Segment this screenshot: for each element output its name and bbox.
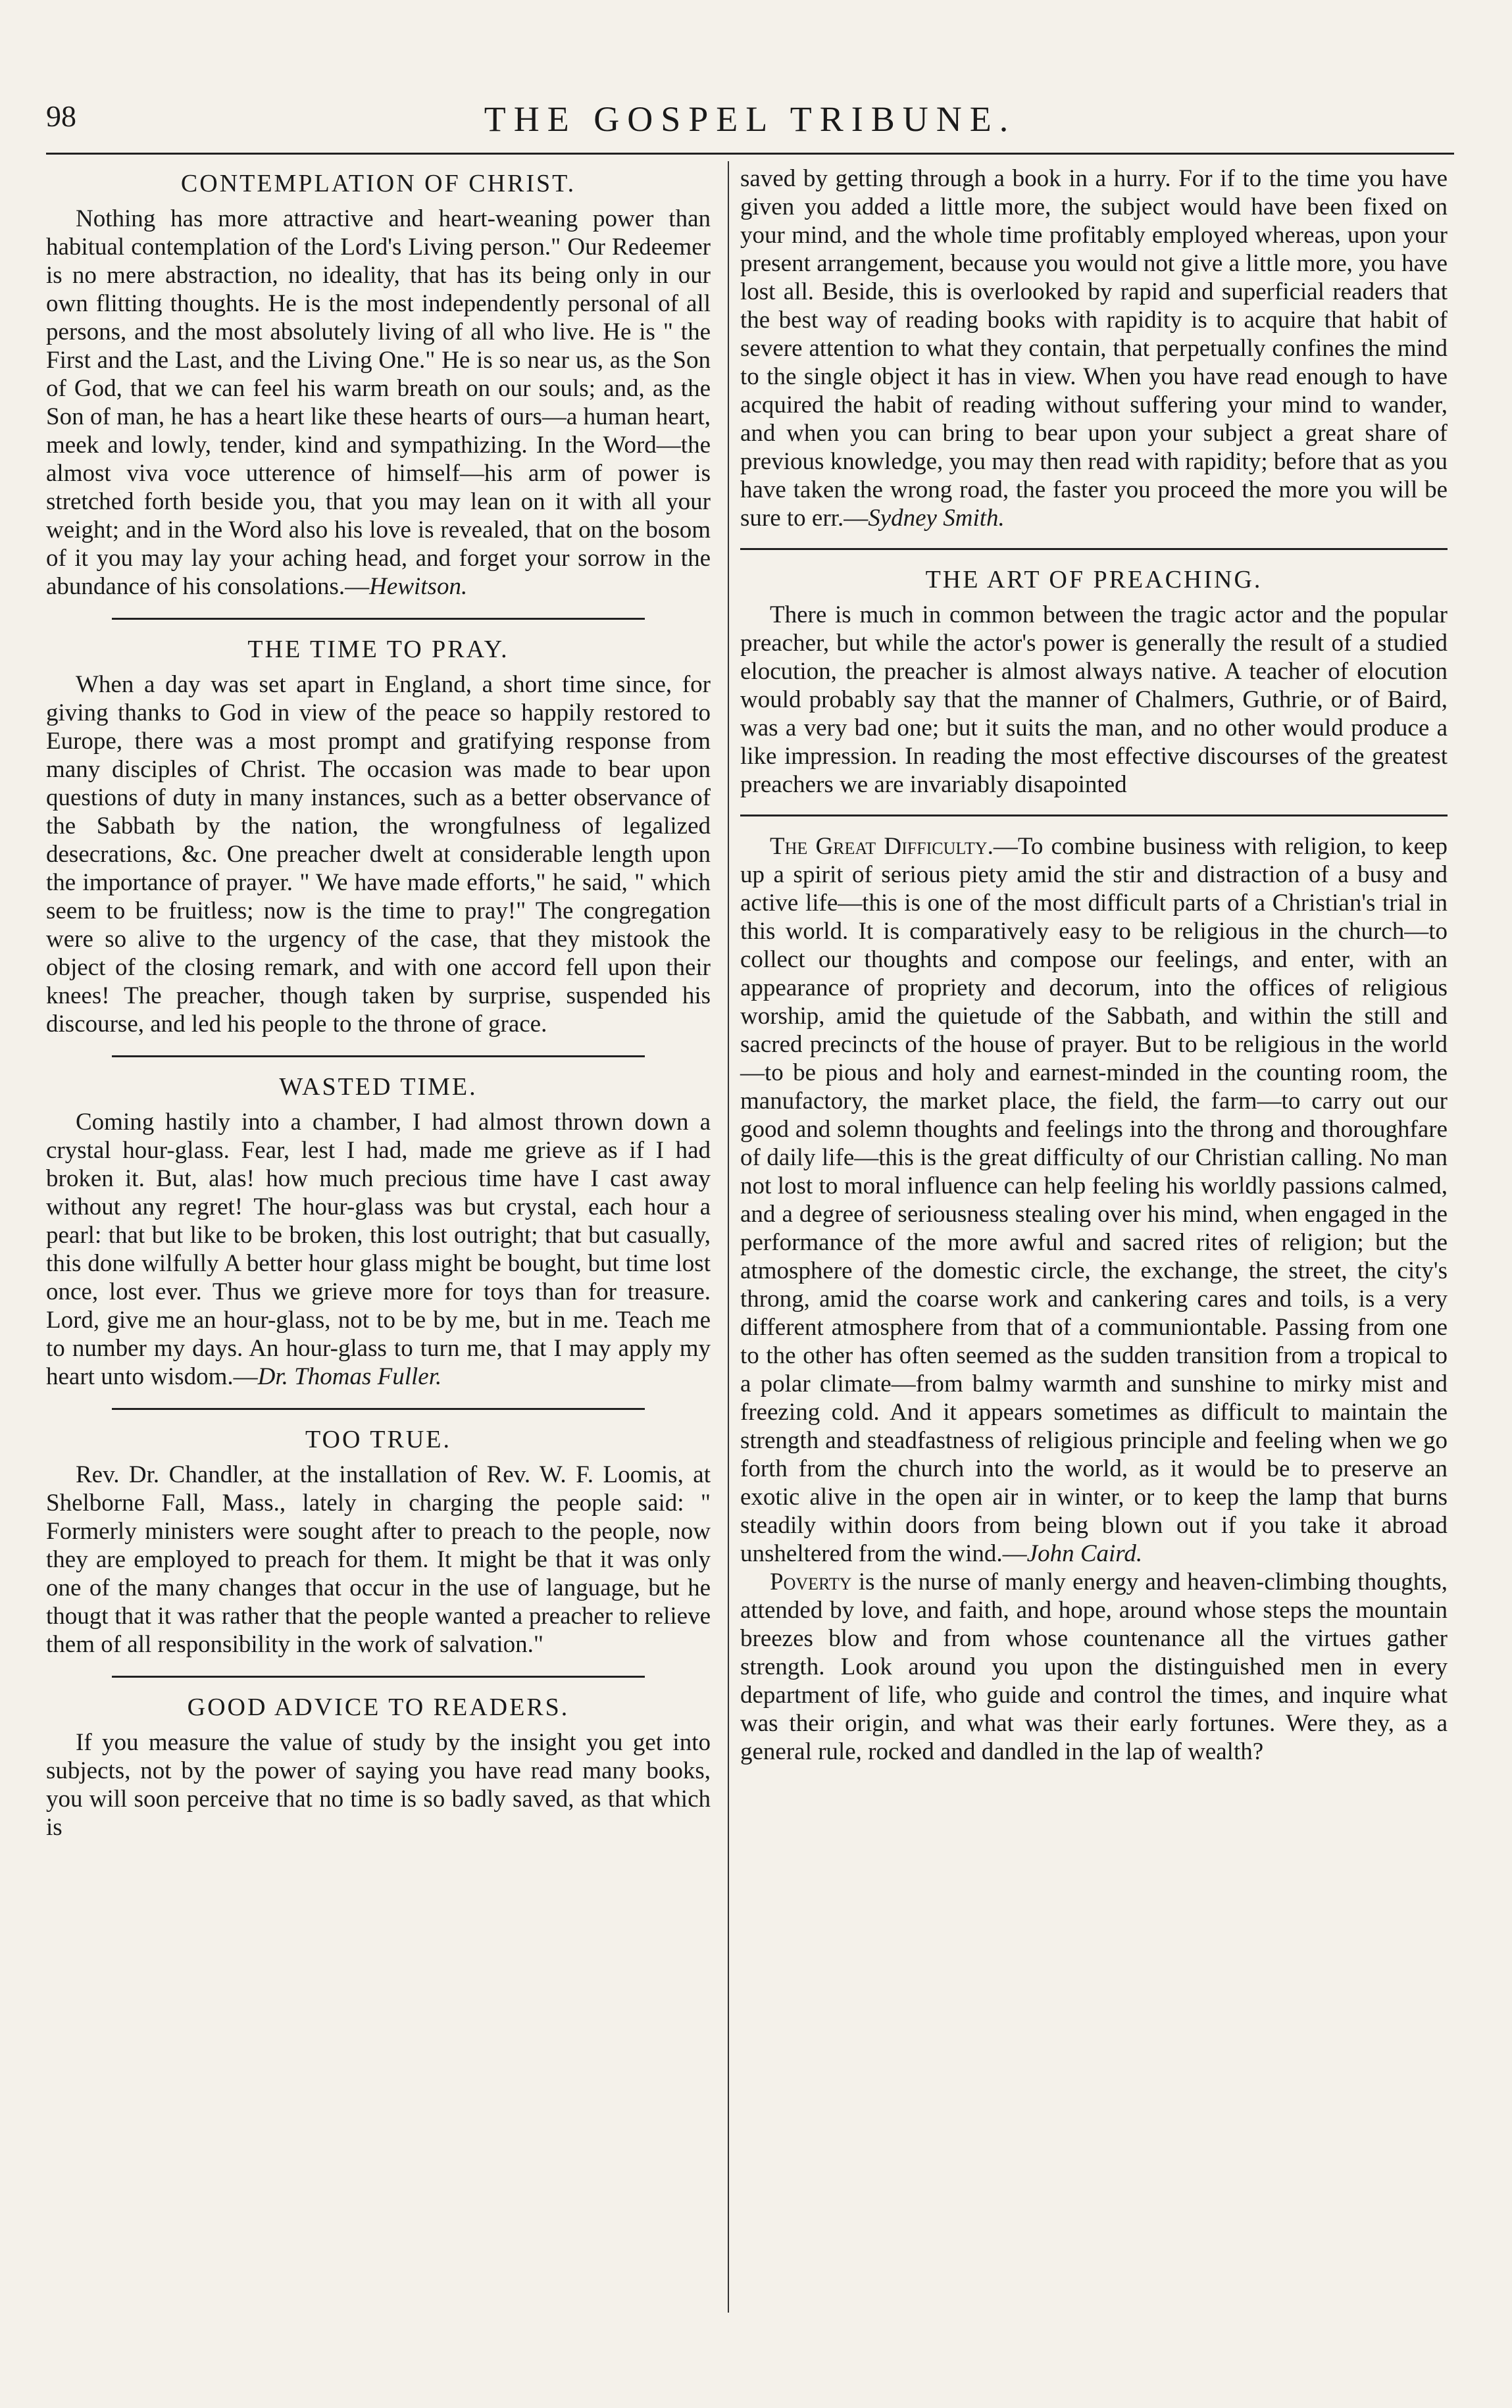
- section-divider: [112, 1408, 645, 1410]
- section-title-wasted-time: WASTED TIME.: [279, 1073, 478, 1101]
- article-body-great-difficulty: The Great Difficulty.—To combine business with religion, to keep up a spirit of serious piety amid the stir and distraction of a busy and active life—this is one of the most difficult parts of a Christian's trial in this world. It is comparatively easy to be religious in the church—to collect our thoughts and compose our feelings, and enter, with an appearance of propriety and decorum, into the offices of religious worship, amid the quietude of the Sabbath, and within the still and sacred precincts of the house of prayer. But to be religious in the world—to be pious and holy and earnest-minded in the counting room, the manufactory, the market place, the field, the farm—to carry out our good and solemn thoughts and feelings into the throng and thoroughfare of daily life—this is the great difficulty of our Christian calling. No man not lost to moral influence can help feeling his worldly passions calmed, and a degree of seriousness stealing over his mind, when engaged in the performance of the more awful and sacred rites of religion; but the atmosphere of the domestic circle, the exchange, the street, the city's throng, amid the coarse work and cankering cares and toils, is a very different atmosphere from that of a communiontable. Passing from one to the other has often seemed as the sudden transition from a tropical to a polar climate—from balmy warmth and sunshine to mirky mist and freezing cold. And it appears sometimes as difficult to maintain the strength and steadfastness of religious principle and feeling when we go forth from the church into the world, as it would be to preserve an exotic alive in the open air in winter, or to keep the lamp that burns steadily within doors from being blown out if you take it abroad unsheltered from the wind.—John Caird.: [740, 833, 1448, 1567]
- section-divider: [740, 815, 1448, 816]
- article-body-time-to-pray: When a day was set apart in England, a short time since, for giving thanks to God in view of the peace so happily restored to Europe, there was a most prompt and gratifying response from many disciples of Christ. The occasion was made to bear upon questions of duty in many instances, such as a better observance of the Sabbath by the nation, the wrongfulness of legalized desecrations, &c. One preacher dwelt at considerable length upon the importance of prayer. " We have made efforts," he said, " which seem to be fruitless; now is the time to pray!" The congregation were so alive to the urgency of the case, that they mistook the object of the closing remark, and with one accord fell upon their knees! The preacher, though taken by surprise, suspended his discourse, and led his people to the throne of grace.: [46, 671, 711, 1038]
- lead-great-difficulty: The Great Difficulty.: [770, 833, 994, 860]
- section-divider: [112, 1676, 645, 1678]
- article-body-poverty: Poverty is the nurse of manly energy and heaven-climbing thoughts, attended by love, and faith, and hope, around whose steps the mountain breezes blow and from whose countenance all the virtues gather strength. Look around you upon the distinguished men in every department of life, who guide and control the times, and inquire what was their origin, and what was their early fortunes. Were they, as a general rule, rocked and dandled in the lap of wealth?: [740, 1568, 1448, 1765]
- section-divider: [112, 618, 645, 620]
- lead-poverty: Poverty: [770, 1568, 852, 1595]
- newspaper-title: THE GOSPEL TRIBUNE.: [484, 99, 1017, 139]
- left-column: [46, 164, 711, 1842]
- section-divider: [740, 548, 1448, 550]
- page-number: 98: [46, 99, 76, 133]
- page-header: [46, 99, 1454, 151]
- section-title-time-to-pray: THE TIME TO PRAY.: [247, 636, 509, 663]
- header-rule: [46, 153, 1454, 155]
- article-body-good-advice: If you measure the value of study by the insight you get into subjects, not by the power of saying you have read many books, you will soon perceive that no time is so badly saved, as that which is: [46, 1729, 711, 1841]
- attribution-hewitson: Hewitson.: [369, 573, 468, 600]
- article-body-contemplation: Nothing has more attractive and heart-weaning power than habitual contemplation of the Lord's Living person." Our Redeemer is no mere abstraction, no ideality, that has its being only in our own flitting thoughts. He is the most independently personal of all persons, and the most absolutely living of all who live. He is " the First and the Last, and the Living One." He is so near us, as the Son of God, that we can feel his warm breath on our souls; and, as the Son of man, he has a heart like these hearts of ours—a human heart, meek and lowly, tender, kind and sympathizing. In the Word—the almost viva voce utterence of himself—his arm of power is stretched forth beside you, that you may lean on it with all your weight; and in the Word also his love is revealed, that on the bosom of it you may lay your aching head, and forget your sorrow in the abundance of his consolations.—Hewitson.: [46, 205, 711, 600]
- attribution-sydney-smith: Sydney Smith.: [868, 505, 1005, 532]
- article-body-wasted-time: Coming hastily into a chamber, I had almost thrown down a crystal hour-glass. Fear, lest I had, made me grieve as if I had broken it. But, alas! how much precious time have I cast away without any regret! The hour-glass was but crystal, each hour a pearl: that but like to be broken, this lost outright; that but casually, this done wilfully A better hour glass might be bought, but time lost once, lost ever. Thus we grieve more for toys than for treasure. Lord, give me an hour-glass, not to be by me, but in me. Teach me to number my days. An hour-glass to turn me, that I may apply my heart unto wisdom.—Dr. Thomas Fuller.: [46, 1109, 711, 1390]
- article-body-art-of-preaching: There is much in common between the tragic actor and the popular preacher, but while the actor's power is generally the result of a studied elocution, the preacher is almost always native. A teacher of elocution would probably say that the manner of Chalmers, Guthrie, or of Baird, was a very bad one; but it suits the man, and no other would produce a like impression. In reading the most effective discourses of the greatest preachers we are invariably disapointed: [740, 601, 1448, 798]
- section-title-contemplation: CONTEMPLATION OF CHRIST.: [180, 170, 576, 197]
- section-title-too-true: TOO TRUE.: [305, 1426, 451, 1453]
- section-title-art-of-preaching: THE ART OF PREACHING.: [925, 566, 1263, 593]
- article-body-good-advice-continued: saved by getting through a book in a hurry. For if to the time you have given you added a little more, the subject would have been fixed on your mind, and the whole time profitably employed whereas, upon your present arrangement, because you would not give a little more, you have lost all. Beside, this is overlooked by rapid and superficial readers that the best way of reading books with rapidity is to acquire that habit of severe attention to what they contain, that perpetually confines the mind to the single object it has in view. When you have read enough to have acquired the habit of reading without suffering your mind to wander, and when you can bring to bear upon your subject a great share of previous knowledge, you may then read with rapidity; before that as you have taken the wrong road, the faster you proceed the more you will be sure to err.—Sydney Smith.: [740, 165, 1448, 532]
- section-divider: [112, 1055, 645, 1057]
- section-title-good-advice: GOOD ADVICE TO READERS.: [187, 1693, 570, 1721]
- article-body-too-true: Rev. Dr. Chandler, at the installation of Rev. W. F. Loomis, at Shelborne Fall, Mass., lately in charging the people said: " Formerly ministers were sought after to preach to the people, now they are employed to preach for them. It might be that it was only one of the many changes that occur in the use of language, but he thougt that it was rather that the people wanted a preacher to relieve them of all responsibility in the work of salvation.": [46, 1461, 711, 1658]
- column-divider: [728, 161, 729, 2313]
- attribution-caird: John Caird.: [1026, 1540, 1143, 1567]
- right-column: [740, 164, 1448, 1766]
- attribution-fuller: Dr. Thomas Fuller.: [257, 1363, 442, 1390]
